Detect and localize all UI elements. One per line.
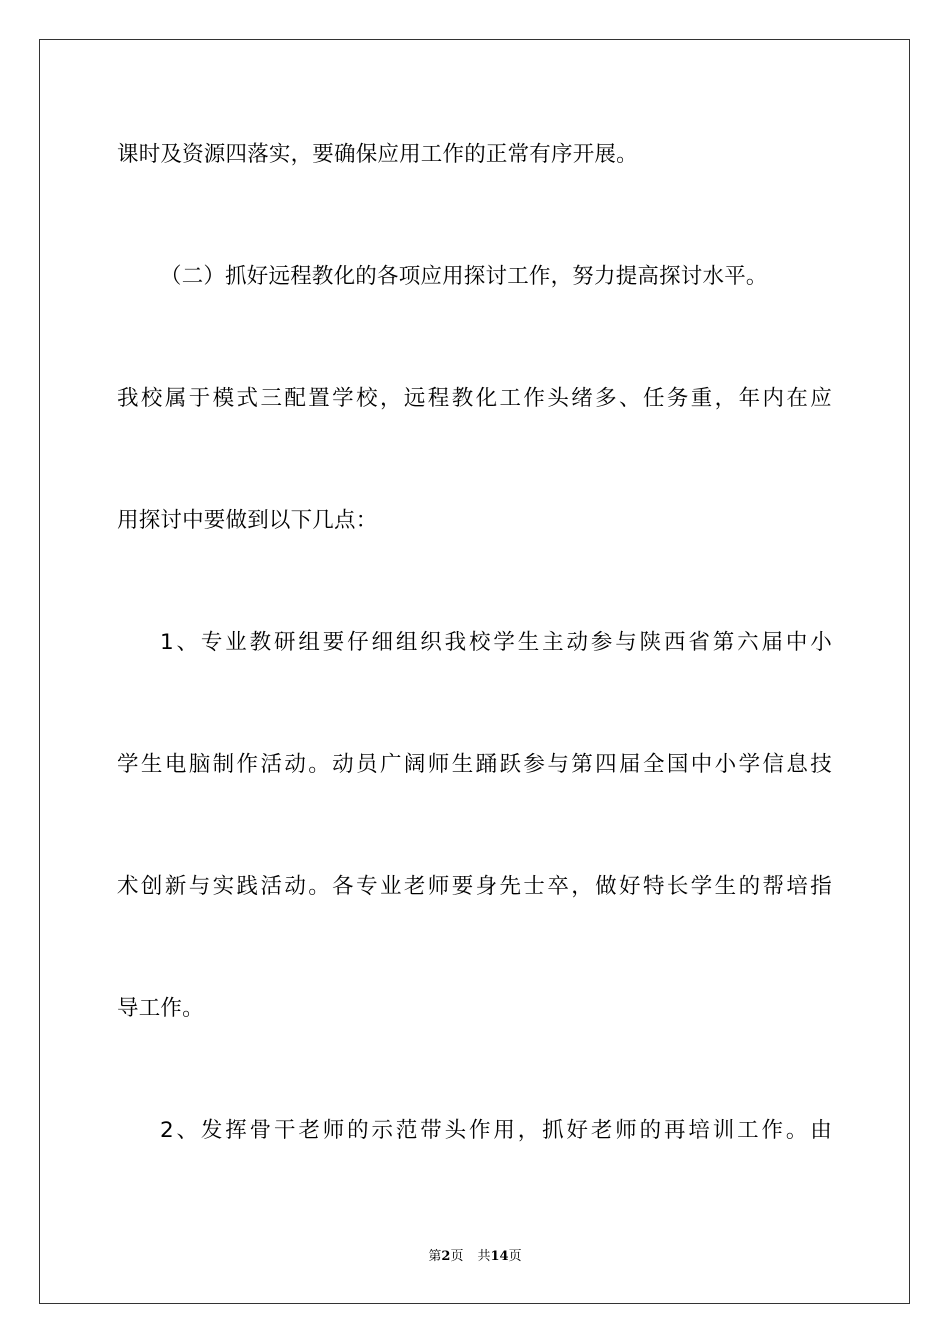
page-border (39, 39, 910, 1304)
text-line-4: 用探讨中要做到以下几点： (117, 508, 378, 533)
page-footer (0, 1248, 950, 1266)
page-prefix: 第 (428, 1249, 442, 1264)
total-suffix: 页 (508, 1249, 522, 1264)
list-item-1-line-4: 导工作。 (117, 996, 204, 1021)
list-item-1-line-1: 1、专业教研组要仔细组织我校学生主动参与陕西省第六届中小 (160, 630, 832, 655)
page-suffix: 页 (450, 1249, 464, 1264)
list-item-2-line-1: 2、发挥骨干老师的示范带头作用，抓好老师的再培训工作。由 (160, 1118, 832, 1143)
text-line-3: 我校属于模式三配置学校，远程教化工作头绪多、任务重，年内在应 (117, 386, 832, 411)
total-prefix: 共 (477, 1249, 491, 1264)
section-heading: （二）抓好远程教化的各项应用探讨工作，努力提高探讨水平。 (160, 264, 768, 289)
total-pages: 14 (490, 1249, 509, 1264)
page-number: 2 (441, 1249, 451, 1264)
list-item-1-line-3: 术创新与实践活动。各专业老师要身先士卒，做好特长学生的帮培指 (117, 874, 832, 899)
list-item-1-line-2: 学生电脑制作活动。动员广阔师生踊跃参与第四届全国中小学信息技 (117, 752, 832, 777)
text-line-1: 课时及资源四落实，要确保应用工作的正常有序开展。 (117, 142, 638, 167)
